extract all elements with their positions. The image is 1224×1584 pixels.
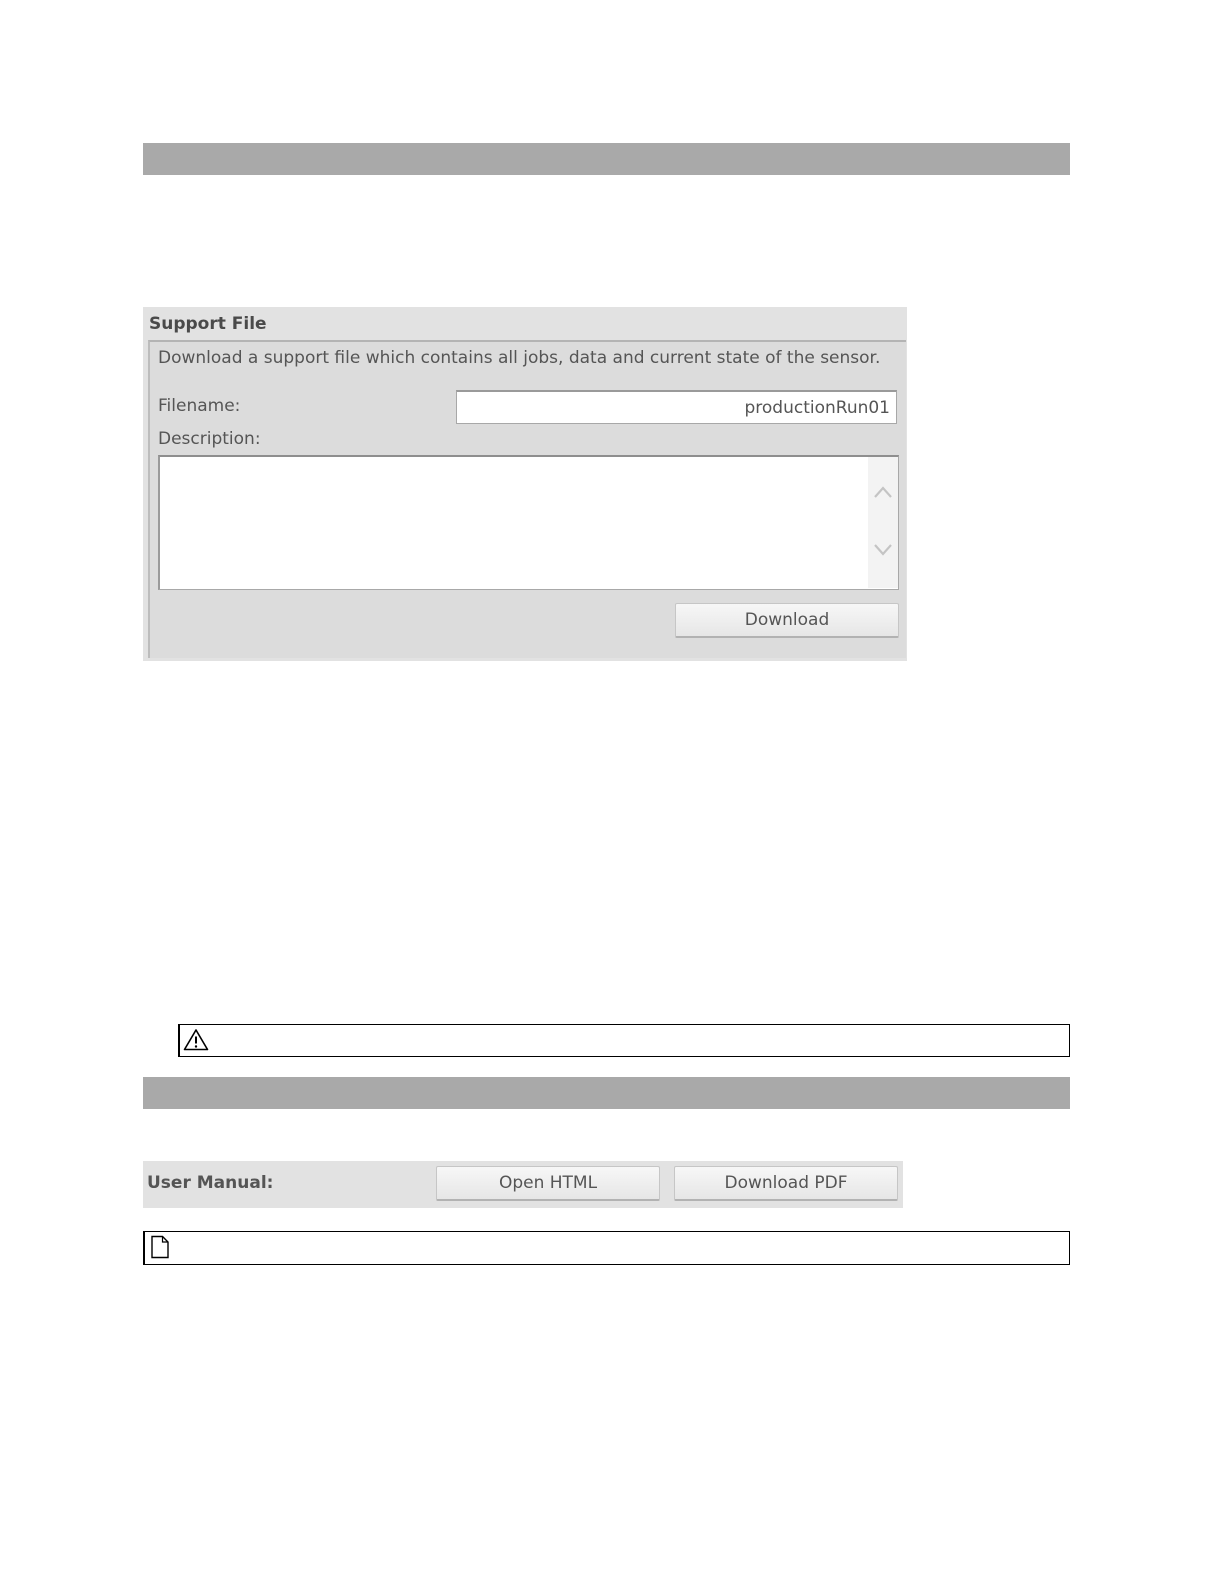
- section-header-bar: [143, 1077, 1070, 1109]
- description-label: Description:: [158, 429, 261, 449]
- support-file-body: [148, 340, 906, 658]
- chevron-up-icon[interactable]: [873, 485, 893, 499]
- support-file-description: Download a support file which contains all jobs, data and current state of the sensor.: [158, 348, 881, 368]
- description-scrollbar[interactable]: [868, 457, 898, 588]
- chevron-down-icon[interactable]: [873, 543, 893, 557]
- note-box: [143, 1231, 1070, 1265]
- support-file-panel: [143, 307, 907, 661]
- support-file-title: Support File: [149, 314, 267, 334]
- description-box: [158, 455, 899, 590]
- note-page-icon: [150, 1235, 170, 1259]
- filename-label: Filename:: [158, 396, 241, 416]
- section-header-bar: [143, 143, 1070, 175]
- warning-triangle-icon: [183, 1028, 209, 1051]
- download-pdf-button[interactable]: Download PDF: [674, 1166, 898, 1201]
- filename-input[interactable]: [456, 390, 897, 424]
- warning-box: [178, 1024, 1070, 1057]
- description-textarea[interactable]: [160, 457, 865, 588]
- download-button[interactable]: Download: [675, 603, 899, 638]
- open-html-button[interactable]: Open HTML: [436, 1166, 660, 1201]
- user-manual-label: User Manual:: [147, 1173, 274, 1193]
- user-manual-row: [143, 1161, 903, 1208]
